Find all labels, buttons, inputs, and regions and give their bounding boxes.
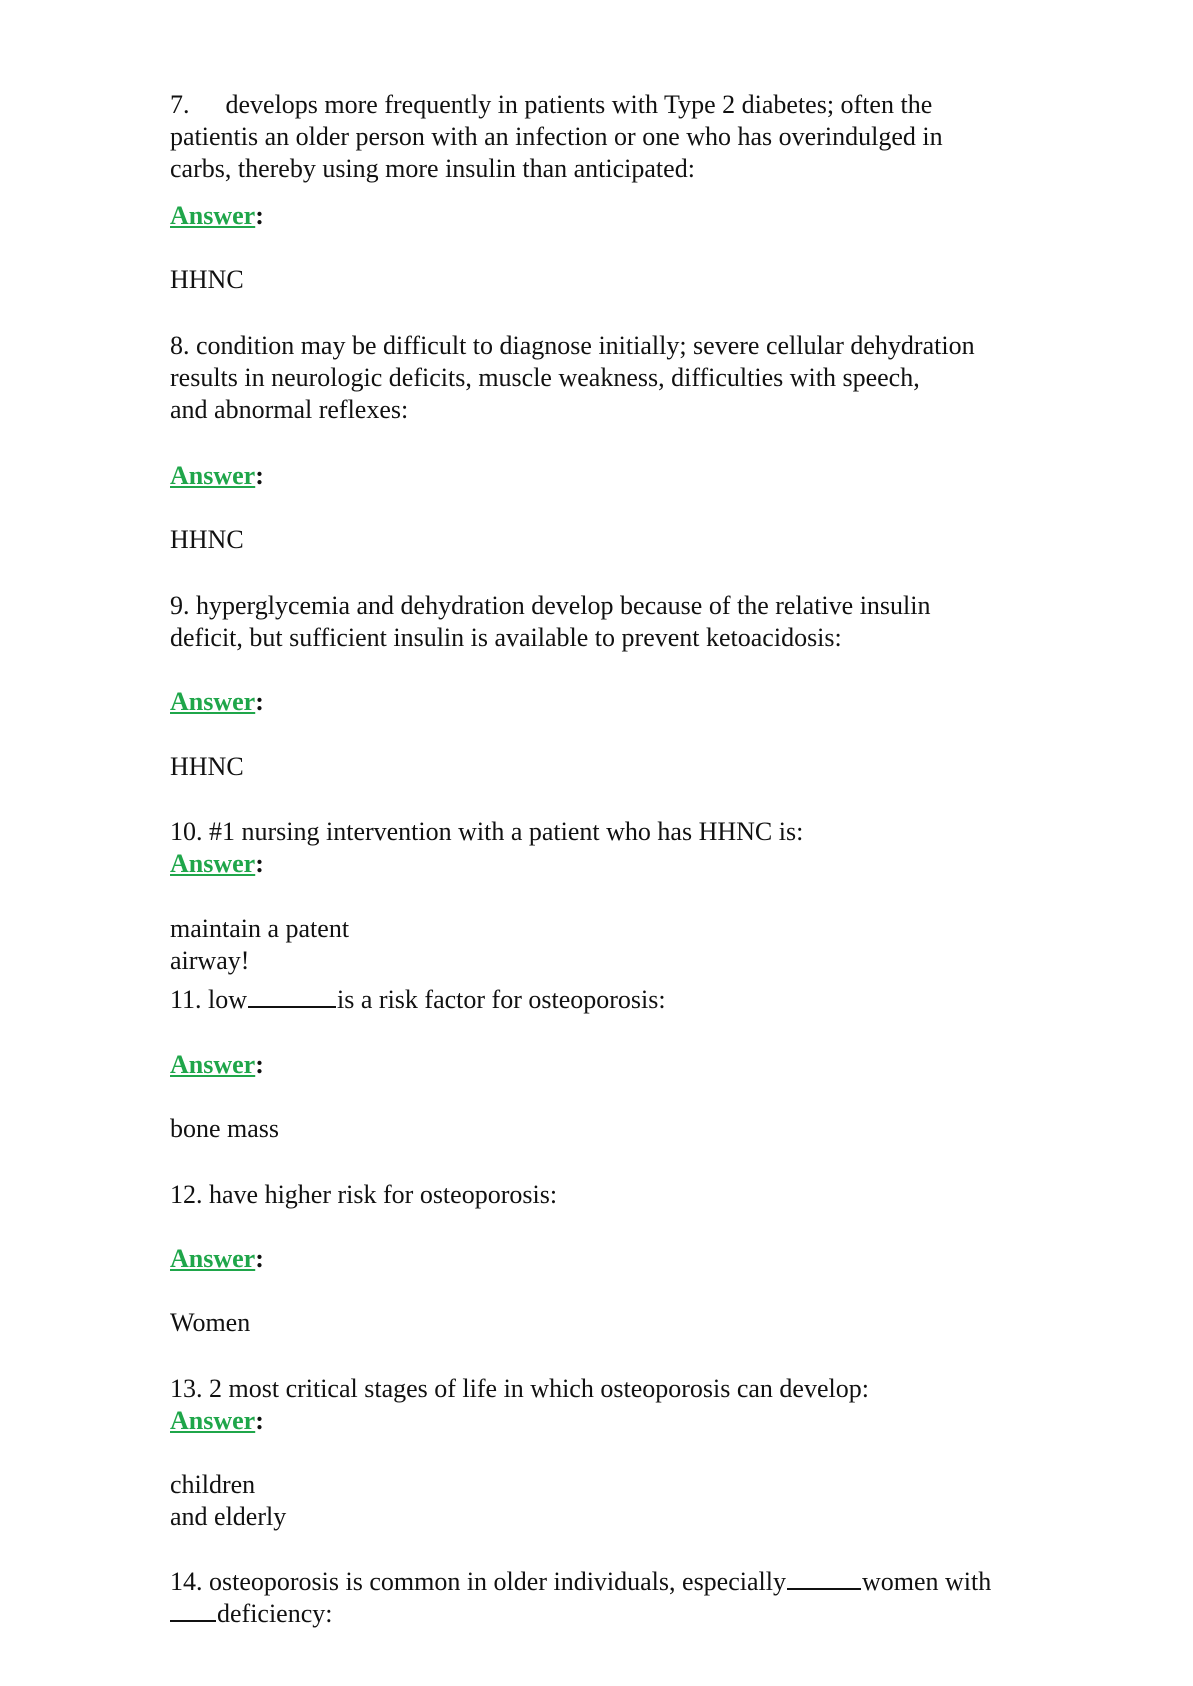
fill-in-blank (787, 1566, 861, 1590)
question-10-line-1: 10. #1 nursing intervention with a patient who has HHNC is: (170, 817, 804, 846)
answer-11: bone mass (170, 1114, 280, 1143)
answer-13-line-1: children (170, 1470, 256, 1499)
question-11-line-1: 11. low is a risk factor for osteoporosis: (170, 985, 666, 1014)
answer-link[interactable]: Answer (170, 201, 256, 230)
answer-label-7: Answer: (170, 201, 264, 230)
answer-10-line-2: airway! (170, 946, 250, 975)
answer-10-line-1: maintain a patent (170, 914, 350, 943)
question-8-line-2: results in neurologic deficits, muscle weakness, difficulties with speech, (170, 363, 920, 392)
question-7-line-1 (170, 89, 932, 121)
question-7-text: develops more frequently in patients with Type 2 diabetes; often the (225, 90, 933, 119)
answer-label-9: Answer: (170, 687, 264, 716)
answer-12: Women (170, 1308, 251, 1337)
answer-link[interactable]: Answer (170, 687, 256, 716)
answer-link[interactable]: Answer (170, 1244, 256, 1273)
question-7-line-3: carbs, thereby using more insulin than anticipated: (170, 154, 695, 183)
answer-label-13: Answer: (170, 1406, 264, 1435)
question-7-number: 7. (170, 90, 190, 119)
answer-link[interactable]: Answer (170, 1406, 256, 1435)
question-9-line-1: 9. hyperglycemia and dehydration develop because of the relative insulin (170, 591, 931, 620)
question-14-line-2: deficiency: (170, 1598, 333, 1630)
answer-link[interactable]: Answer (170, 461, 256, 490)
question-8-line-3: and abnormal reflexes: (170, 395, 409, 424)
answer-label-8: Answer: (170, 461, 264, 490)
answer-link[interactable]: Answer (170, 1050, 256, 1079)
answer-13-line-2: and elderly (170, 1502, 287, 1531)
fill-in-blank (170, 1598, 216, 1622)
question-12-line-1: 12. have higher risk for osteoporosis: (170, 1180, 558, 1209)
question-7-line-2: patientis an older person with an infection or one who has overindulged in (170, 122, 943, 151)
answer-link[interactable]: Answer (170, 849, 256, 878)
question-9-line-2: deficit, but sufficient insulin is available to prevent ketoacidosis: (170, 623, 842, 652)
answer-label-10: Answer: (170, 849, 264, 878)
answer-label-12: Answer: (170, 1244, 264, 1273)
fill-in-blank (248, 984, 336, 1008)
answer-7: HHNC (170, 265, 244, 294)
question-8-line-1: 8. condition may be difficult to diagnose initially; severe cellular dehydration (170, 331, 975, 360)
question-13-line-1: 13. 2 most critical stages of life in which osteoporosis can develop: (170, 1374, 869, 1403)
answer-label-11: Answer: (170, 1050, 264, 1079)
question-14-line-1: 14. osteoporosis is common in older individuals, especially women with (170, 1567, 992, 1596)
answer-8: HHNC (170, 525, 244, 554)
answer-9: HHNC (170, 752, 244, 781)
